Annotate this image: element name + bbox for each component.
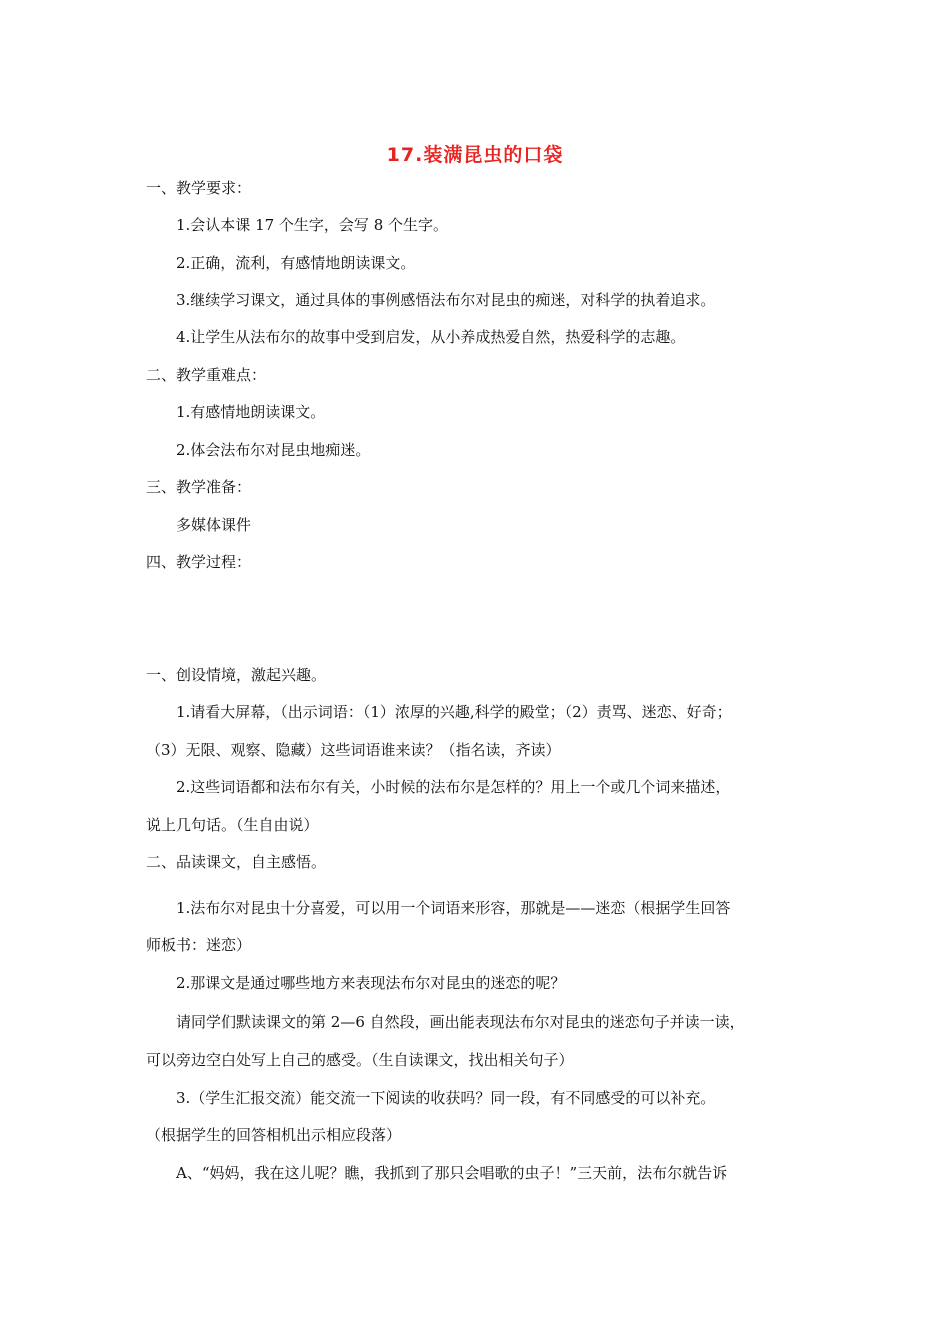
section-heading-key-points: 二、教学重难点： — [146, 366, 267, 384]
process2-paragraph-3-line-1: 请同学们默读课文的第 2—6 自然段，画出能表现法布尔对昆虫的迷恋句子并读一读， — [176, 1013, 745, 1031]
section-heading-process: 四、教学过程： — [146, 553, 252, 571]
process2-paragraph-1-line-1: 1.法布尔对昆虫十分喜爱，可以用一个词语来形容，那就是——迷恋（根据学生回答 — [176, 899, 731, 917]
process1-paragraph-2-line-2: 说上几句话。（生自由说） — [146, 816, 319, 834]
requirement-item-4: 4.让学生从法布尔的故事中受到启发，从小养成热爱自然，热爱科学的志趣。 — [176, 328, 686, 346]
requirement-item-1: 1.会认本课 17 个生字，会写 8 个生字。 — [176, 216, 449, 234]
document-title: 17.装满昆虫的口袋 — [386, 144, 564, 166]
process1-paragraph-1-line-1: 1.请看大屏幕，（出示词语：（1）浓厚的兴趣,科学的殿堂；（2）责骂、迷恋、好奇； — [176, 703, 732, 721]
requirement-item-2: 2.正确，流利，有感情地朗读课文。 — [176, 254, 416, 272]
process2-paragraph-1-line-2: 师板书：迷恋） — [146, 936, 252, 954]
process2-paragraph-2-line-1: 2.那课文是通过哪些地方来表现法布尔对昆虫的迷恋的呢？ — [176, 974, 566, 992]
process2-paragraph-5-line-1: A、“妈妈，我在这儿呢？瞧，我抓到了那只会唱歌的虫子！”三天前，法布尔就告诉 — [176, 1164, 728, 1182]
preparation-item-1: 多媒体课件 — [176, 516, 252, 534]
process2-paragraph-3-line-2: 可以旁边空白处写上自己的感受。（生自读课文，找出相关句子） — [146, 1051, 574, 1069]
process1-paragraph-1-line-2: （3）无限、观察、隐藏）这些词语谁来读？（指名读，齐读） — [146, 741, 561, 759]
process2-paragraph-4-line-1: 3.（学生汇报交流）能交流一下阅读的收获吗？同一段，有不同感受的可以补充。 — [176, 1089, 716, 1107]
section-heading-preparation: 三、教学准备： — [146, 478, 252, 496]
process-heading-1: 一、创设情境，激起兴趣。 — [146, 666, 327, 684]
key-point-item-1: 1.有感情地朗读课文。 — [176, 403, 326, 421]
process2-paragraph-4-line-2: （根据学生的回答相机出示相应段落） — [146, 1126, 402, 1144]
requirement-item-3: 3.继续学习课文，通过具体的事例感悟法布尔对昆虫的痴迷，对科学的执着追求。 — [176, 291, 716, 309]
section-heading-requirements: 一、教学要求： — [146, 179, 252, 197]
process1-paragraph-2-line-1: 2.这些词语都和法布尔有关，小时候的法布尔是怎样的？用上一个或几个词来描述， — [176, 778, 731, 796]
process-heading-2: 二、品读课文，自主感悟。 — [146, 853, 327, 871]
key-point-item-2: 2.体会法布尔对昆虫地痴迷。 — [176, 441, 371, 459]
